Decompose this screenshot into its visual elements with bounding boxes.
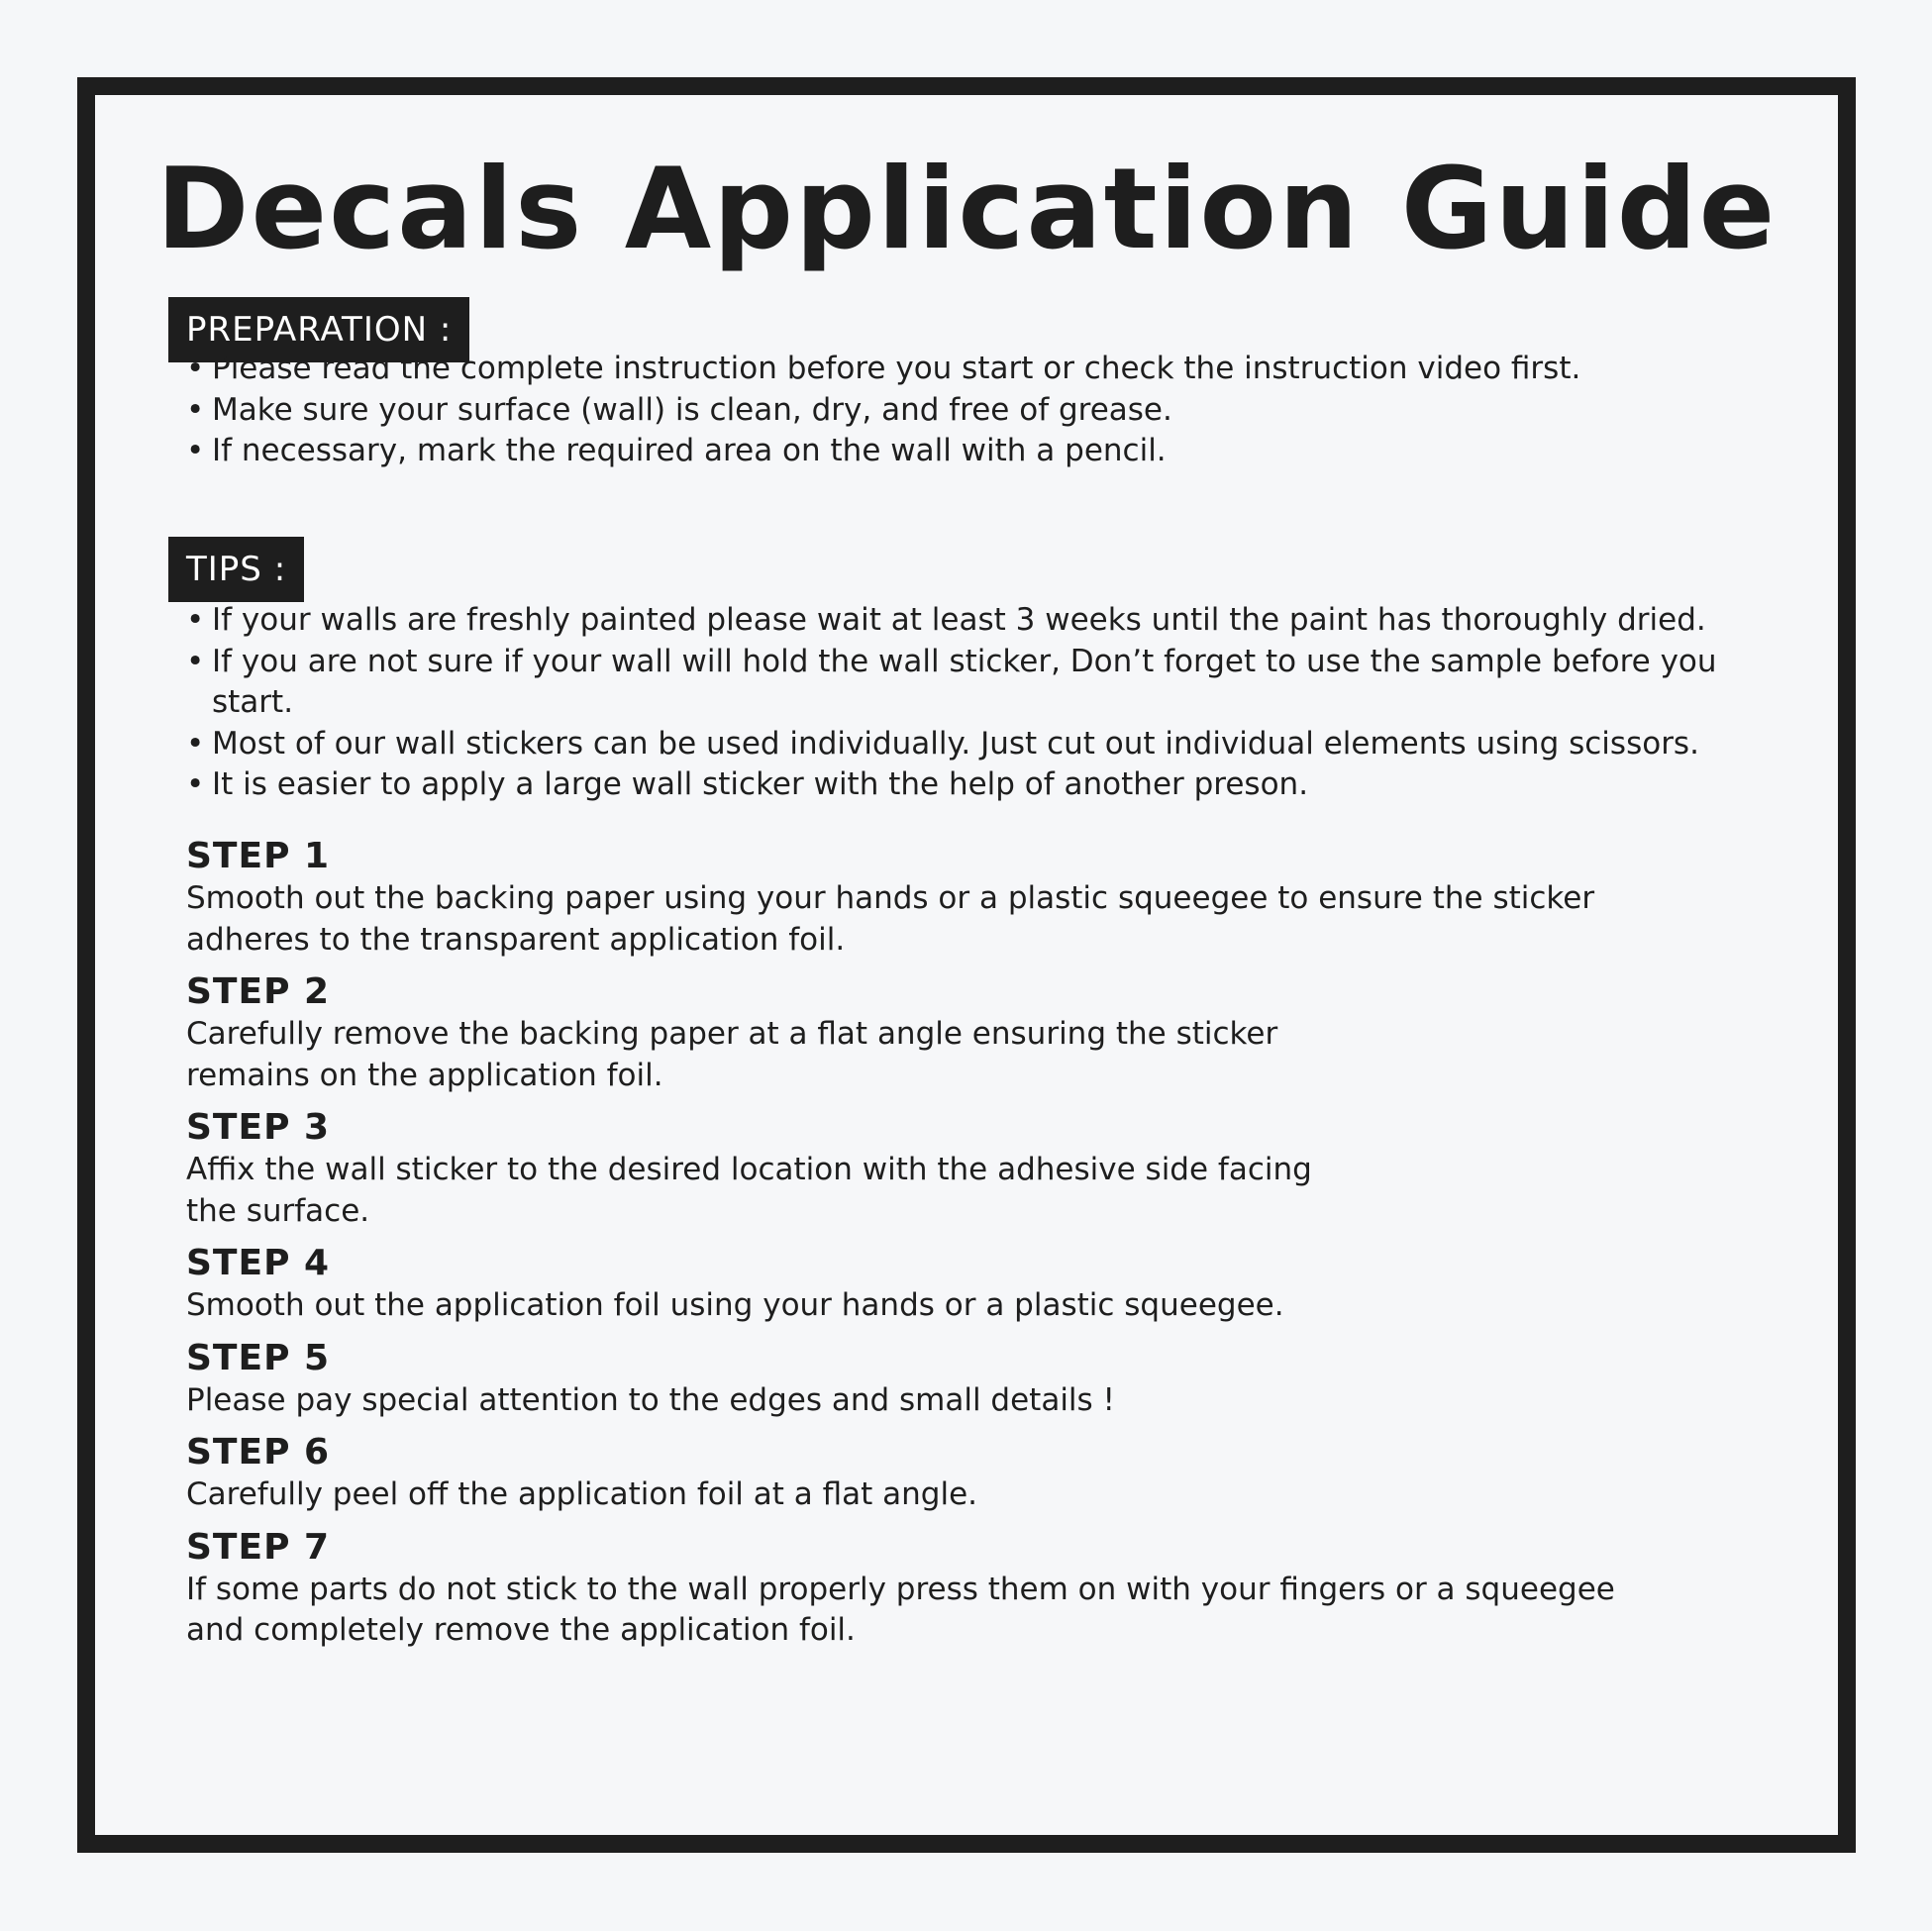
step-text: Smooth out the backing paper using your hands or a plastic squeegee to ensure the sticker	[186, 880, 1595, 916]
list-item	[186, 349, 1810, 390]
list-item	[186, 390, 1810, 432]
tip-item-text: It is easier to apply a large wall sticker with the help of another preson.	[212, 766, 1309, 802]
preparation-item-text: If necessary, mark the required area on the wall with a pencil.	[212, 433, 1167, 468]
step-text: remains on the application foil.	[186, 1057, 663, 1093]
list-item	[186, 642, 1796, 724]
step-title: STEP 3	[186, 1107, 331, 1148]
bullet-icon: •	[186, 433, 205, 468]
step-text: adheres to the transparent application foil.	[186, 921, 846, 958]
step-text: Carefully peel off the application foil at a flat angle.	[186, 1476, 978, 1512]
tips-label: TIPS :	[168, 537, 304, 602]
step-title: STEP 4	[186, 1243, 331, 1283]
tip-item-text: If you are not sure if your wall will hold the wall sticker, Don’t forget to use the sample before you start.	[212, 643, 1717, 720]
step-5	[186, 1337, 1810, 1422]
step-text: and completely remove the application foil.	[186, 1612, 856, 1648]
step-3	[186, 1106, 1810, 1232]
preparation-item-text: Please read the complete instruction before you start or check the instruction video first.	[212, 351, 1581, 386]
step-2	[186, 970, 1810, 1096]
bullet-icon: •	[186, 602, 205, 638]
preparation-label: PREPARATION :	[168, 297, 469, 362]
list-item	[186, 724, 1810, 765]
bullet-icon: •	[186, 391, 205, 428]
step-title: STEP 1	[186, 836, 331, 876]
bullet-icon: •	[186, 766, 205, 802]
step-text: the surface.	[186, 1192, 370, 1229]
step-text: Carefully remove the backing paper at a flat angle ensuring the sticker	[186, 1016, 1278, 1052]
step-text: Please pay special attention to the edges and small details !	[186, 1381, 1115, 1418]
step-title: STEP 5	[186, 1337, 331, 1378]
preparation-list	[186, 349, 1810, 472]
step-text: Affix the wall sticker to the desired location with the adhesive side facing	[186, 1152, 1312, 1187]
bullet-icon: •	[186, 643, 205, 679]
tip-item-text: Most of our wall stickers can be used individually. Just cut out individual elements using scissors.	[212, 725, 1699, 762]
page-title: Decals Application Guide	[155, 144, 1778, 274]
step-6	[186, 1431, 1810, 1516]
steps-list	[186, 835, 1810, 1652]
bullet-icon: •	[186, 725, 205, 762]
guide-frame	[77, 77, 1856, 1853]
preparation-item-text: Make sure your surface (wall) is clean, dry, and free of grease.	[212, 391, 1172, 428]
tip-item-text: If your walls are freshly painted please wait at least 3 weeks until the paint has thoroughly dried.	[212, 602, 1706, 638]
list-item	[186, 600, 1810, 642]
tips-list	[186, 600, 1810, 806]
step-title: STEP 6	[186, 1432, 331, 1473]
step-title: STEP 2	[186, 971, 331, 1012]
bullet-icon: •	[186, 351, 205, 386]
list-item	[186, 431, 1810, 472]
list-item	[186, 764, 1810, 806]
step-1	[186, 835, 1810, 961]
step-7	[186, 1526, 1810, 1652]
step-text: Smooth out the application foil using your hands or a plastic squeegee.	[186, 1287, 1284, 1323]
step-4	[186, 1242, 1810, 1327]
step-text: If some parts do not stick to the wall properly press them on with your fingers or a squeegee	[186, 1571, 1615, 1607]
step-title: STEP 7	[186, 1526, 331, 1568]
